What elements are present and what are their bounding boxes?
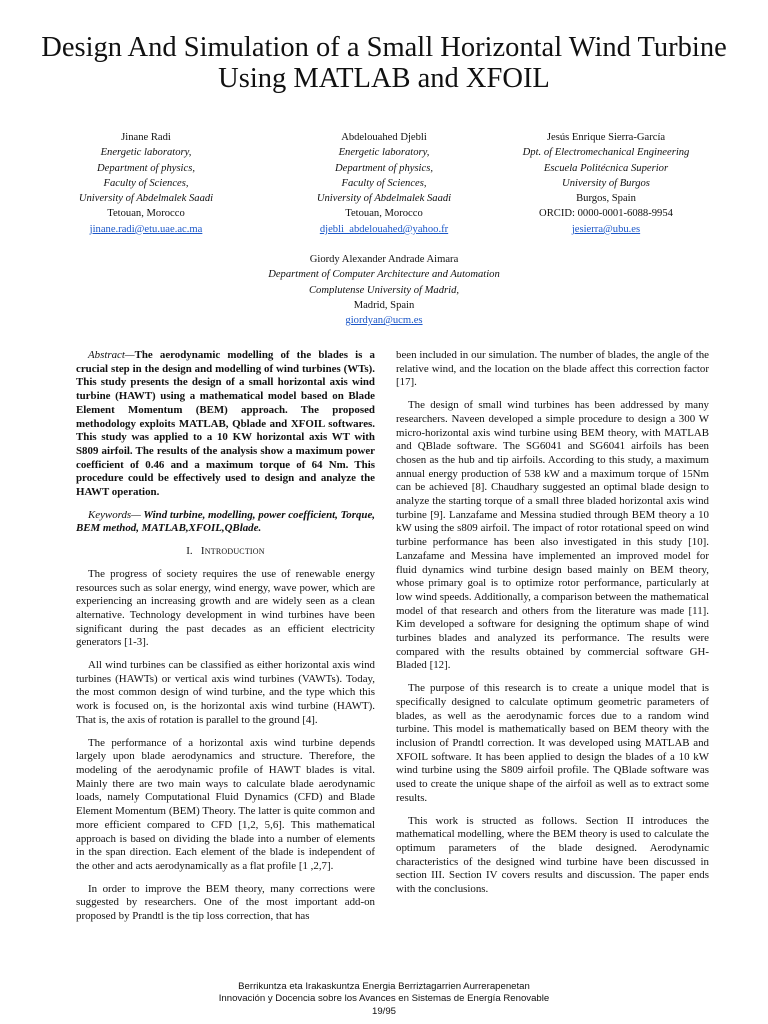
body-paragraph: been included in our simulation. The number of blades, the angle of the relative wind, and the location on the blade affect this correction factor [17]. [396, 349, 709, 389]
author-block-1 [31, 130, 261, 237]
keywords-lead: Keywords— [88, 508, 141, 521]
author-email-link[interactable]: djebli_abdelouahed@yahoo.fr [319, 223, 449, 235]
author-email-link[interactable]: giordyan@ucm.es [345, 315, 423, 327]
section-number: I. [186, 545, 193, 558]
author-block-3 [491, 130, 721, 237]
body-paragraph: The purpose of this research is to create a unique model that is specifically designed to calculate optimum geometric parameters of blades, as well as the aerodynamic forces due to a random wind turbine. This model is mathematically based on BEM theory with the inclusion of Prandtl correction. It was developed using MATLAB and XFOIL software. It has been applied to design the blades of a 10 kW wind turbine using the S809 airfoil profile. The QBlade software was used to create the unique shape of the airfoil as well as to extract some results. [396, 682, 709, 804]
page-number: 19/95 [371, 1005, 396, 1017]
footer-line-spanish: Innovación y Docencia sobre los Avances en Sistemas de Energía Renovable [218, 993, 550, 1005]
author-affiliation: Department of Computer Architecture and Automation [268, 269, 500, 281]
abstract-lead: Abstract— [88, 349, 135, 361]
body-paragraph: The performance of a horizontal axis wind turbine depends largely upon blade aerodynamics and structure. Therefore, the modeling of the aerodynamic profile of HAWT blades is vital. Mainly there are two main ways to calculate blade aerodynamic loads, namely Computational Fluid Dynamics (CFD) and Blade Element Momentum (BEM) Theory. The latter is quite common and more efficient compared to CFD [1,2, 5,6]. This mathematical approach is based on dividing the blade into a number of elements in the span direction. Each element of the blade is independent of the other and acts aerodynamically as a flat profile [1 ,2,7]. [76, 736, 375, 872]
section-title: Introduction [200, 545, 265, 558]
body-paragraph: The design of small wind turbines has been addressed by many researchers. Naveen developed a simple procedure to design a 300 W micro-horizontal axis wind turbine using BEM theory, with MATLAB and QBlade software. The SG6041 and SG6041 airfoils has been chosen as the hub and tip airfoils. According to this study, a maximum annual energy production of 538 kW and a maximum torque of 15Nm can be achieved [8]. Chaudhary suggested an optimal blade design to analyze the starting torque of a small three bladed horizontal axis wind turbine [9]. Lanzafame and Messina studied through BEM theory a 10 kW using the s809 airfoil. The impact of rotor rotational speed on wind turbine performance has been also investigated in this study [10]. Lanzafame and Messina have implemented an improved model for fluid dynamics wind turbine design based mainly on BEM theory, whose primary goal is to optimize rotor performance, particularly at low wind speeds. Additionally, a comparison between the mathematical model of that research and others from the literature was made [11]. Kim developed a software for designing the optimum shape of wind turbines blades and analyzed its performance. The results were compared with the results obtained by commercial software GH-Bladed [12]. [396, 399, 709, 672]
author-affiliation: Complutense University of Madrid, [308, 284, 460, 296]
author-affiliation: Faculty of Sciences, [341, 177, 427, 189]
abstract-text: The aerodynamic modelling of the blades is a crucial step in the design and modelling of wind turbines (WTs). This study presents the design of a small horizontal axis wind turbine (HAWT) using a mathematical model based on Blade Element Momentum (BEM) approach. The proposed methodology exploits MATLAB, Qblade and XFOIL softwares. This study was applied to a 10 KW horizontal axis WT with S809 airfoil. The results of the analysis show a maximum power coefficient of 0.46 and a maximum torque of 64 Nm. This procedure could be effectively used to design and analyze the HAWT operation. [76, 349, 375, 499]
right-column [396, 349, 709, 906]
author-affiliation: University of Burgos [562, 177, 650, 189]
author-affiliation: Faculty of Sciences, [103, 177, 189, 189]
author-name: Jesús Enrique Sierra-García [546, 132, 666, 143]
author-name: Jinane Radi [121, 132, 171, 143]
body-paragraph: This work is structed as follows. Section II introduces the mathematical modelling, where the BEM theory is used to calculate the optimum parameters of the blade designed. Aerodynamic characteristics of the designed wind turbine have been discussed in section III. Section IV covers results and discussion. The paper ends with the conclusions. [396, 814, 709, 896]
abstract [76, 349, 375, 500]
author-email-link[interactable]: jinane.radi@etu.uae.ac.ma [89, 223, 203, 235]
author-affiliation: Dpt. of Electromechanical Engineering [522, 147, 690, 159]
author-location: Tetouan, Morocco [107, 208, 185, 220]
author-affiliation: Department of physics, [97, 162, 195, 174]
keywords [76, 509, 375, 536]
body-paragraph: The progress of society requires the use of renewable energy resources such as solar energy, wind energy, wave power, which are experiencing an increasing growth and are widely seen as a clean alternative. Technology development in wind turbines have been significant during the past decades as an efficient electricity generators [1-3]. [76, 567, 375, 649]
author-affiliation: University of Abdelmalek Saadi [78, 193, 214, 205]
author-name: Giordy Alexander Andrade Aimara [309, 254, 459, 265]
author-affiliation: Department of physics, [335, 162, 433, 174]
author-block-2 [269, 130, 499, 237]
author-location: Madrid, Spain [353, 299, 415, 311]
body-paragraph: All wind turbines can be classified as either horizontal axis wind turbines (HAWTs) or vertical axis wind turbines (VAWTs). Today, the most common design of wind turbine, and the type which this work is focused on, is the horizontal axis wind turbine (HAWT). That is, the axis of rotation is parallel to the ground [4]. [76, 659, 375, 726]
left-column [76, 349, 375, 924]
author-affiliation: Energetic laboratory, [338, 147, 430, 159]
author-email-link[interactable]: jesierra@ubu.es [571, 223, 641, 235]
author-block-4 [219, 252, 549, 328]
keywords-text: Wind turbine, modelling, power coefficient, Torque, BEM method, MATLAB,XFOIL,QBlade. [76, 508, 376, 535]
author-affiliation: Energetic laboratory, [100, 147, 192, 159]
author-name: Abdelouahed Djebli [341, 132, 427, 143]
footer-line-basque: Berrikuntza eta Irakaskuntza Energia Berriztagarrien Aurrerapenetan [238, 981, 530, 992]
section-heading [76, 545, 375, 559]
page-footer [0, 981, 768, 1018]
author-orcid: ORCID: 0000-0001-6088-9954 [539, 208, 673, 220]
author-location: Burgos, Spain [576, 193, 636, 205]
author-affiliation: Escuela Politécnica Superior [543, 162, 669, 174]
author-location: Tetouan, Morocco [345, 208, 423, 220]
body-paragraph: In order to improve the BEM theory, many corrections were suggested by researchers. One of the most important add-on proposed by Prandtl is the tip loss correction, that has [76, 882, 375, 923]
author-affiliation: University of Abdelmalek Saadi [316, 193, 452, 205]
paper-title: Design And Simulation of a Small Horizontal Wind Turbine Using MATLAB and XFOIL [41, 32, 727, 94]
